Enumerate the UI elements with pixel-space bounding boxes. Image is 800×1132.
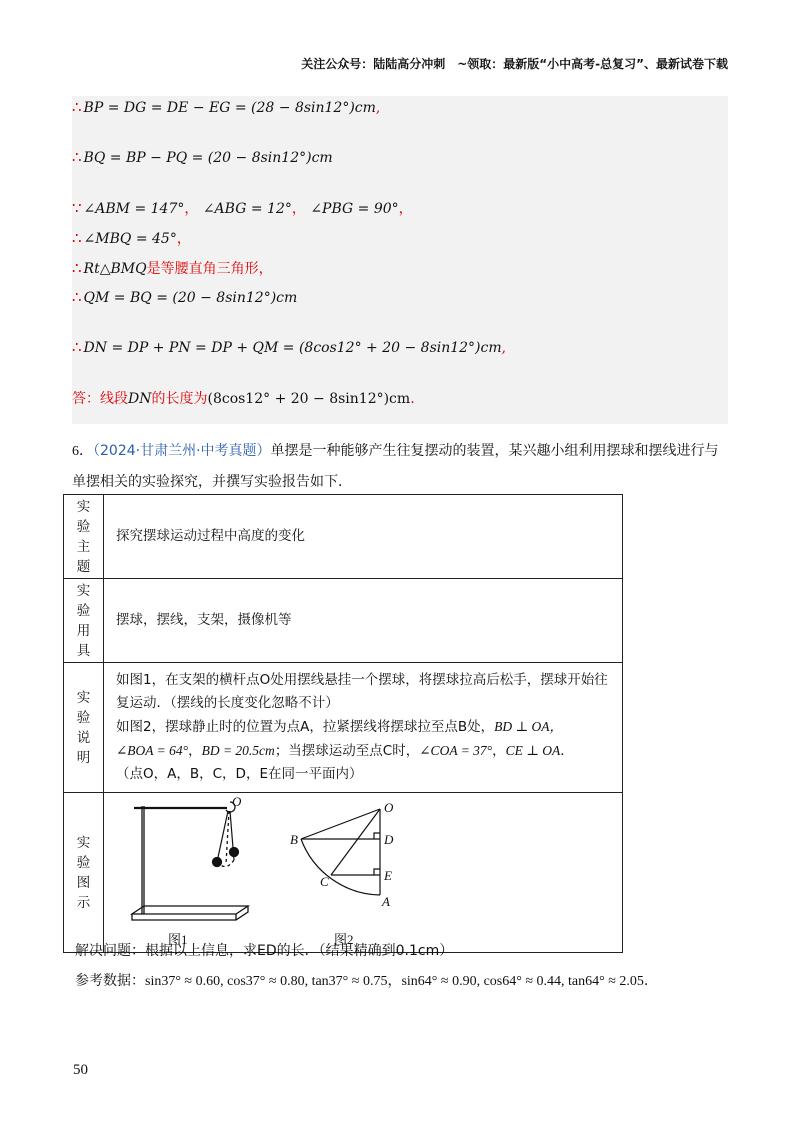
solution-answer — [72, 388, 415, 408]
answer-mid: 的长度为 — [151, 391, 208, 407]
description-paragraph: 如图1，在支架的横杆点O处用摆线悬挂一个摆球，将摆球拉高后松手，摆球开始往复运动．（摆线的长度变化忽略不计） — [116, 672, 608, 711]
solution-line-3: ∵ ∠ABM = 147°， ∠ABG = 12°， ∠PBG = 90°， — [72, 199, 413, 217]
description-paragraph: 如图2，摆球静止时的位置为点A，拉紧摆线将摆球拉至点B处，BD ⊥ OA， ∠BOA = 64°，BD = 20.5cm；当摆球运动至点C时，∠COA = 37°，CE ⊥ OA． — [116, 719, 574, 759]
equation: ∠ABM = 147° — [83, 201, 185, 217]
resolve-question: 解决问题：根据以上信息，求ED的长．（结果精确到0.1cm） — [75, 943, 454, 959]
row-label: 实 验 说 明 — [64, 663, 104, 793]
page-number: 50 — [73, 1062, 88, 1078]
solution-line-5 — [72, 258, 273, 278]
therefore-symbol: ∴ — [72, 259, 82, 277]
therefore-symbol: ∴ — [72, 229, 82, 247]
point-a-label: A — [382, 893, 390, 909]
therefore-symbol: ∴ — [72, 338, 82, 356]
point-e-label: E — [384, 867, 392, 883]
figure-1-label: 图1 — [168, 931, 188, 947]
right-angle-e — [374, 869, 380, 875]
point-o-label: O — [384, 799, 394, 815]
solution-line-4: ∴ ∠MBQ = 45°， — [72, 229, 191, 247]
experiment-description — [104, 663, 623, 793]
description-paragraph: （点O，A，B，C，D，E在同一平面内） — [116, 766, 363, 782]
pendulum-ball — [230, 847, 239, 856]
solution-block — [72, 96, 728, 424]
answer-prefix: 答：线段 — [72, 391, 128, 407]
therefore-symbol: ∴ — [72, 98, 82, 116]
table-row — [64, 663, 623, 793]
question-number: 6． — [72, 444, 93, 459]
solution-line-6 — [72, 288, 297, 306]
row-label: 实 验 图 示 — [64, 793, 104, 953]
point-c-label: C — [320, 873, 329, 889]
experiment-report-table — [63, 494, 623, 953]
equation: Rt△BMQ — [83, 261, 147, 277]
fig1-point-o: O — [232, 793, 242, 809]
equation: QM = BQ = (20 − 8sin12°)cm — [83, 290, 298, 306]
row-label: 实 验 主 题 — [64, 495, 104, 579]
equation: DN = DP + PN = DP + QM = (8cos12° + 20 − 8sin12°)cm — [83, 340, 502, 356]
because-symbol: ∵ — [72, 199, 82, 217]
arc-ba — [301, 839, 380, 895]
question-text: 单摆相关的实验探究，并撰写实验报告如下． — [72, 474, 352, 490]
row-label: 实 验 用 具 — [64, 579, 104, 663]
experiment-figures — [104, 793, 623, 953]
equation: ∠PBG = 90° — [310, 201, 399, 217]
equation: BQ = BP − PQ = (20 − 8sin12°)cm — [83, 150, 333, 166]
question-text: 单摆是一种能够产生往复摆动的装置，某兴趣小组利用摆球和摆线进行与 — [270, 443, 719, 459]
equation: ∠MBQ = 45° — [83, 231, 177, 247]
question-6 — [72, 436, 732, 498]
stand-base — [132, 906, 248, 914]
right-angle-d — [374, 833, 380, 839]
figure-2 — [301, 809, 380, 895]
table-row — [64, 495, 623, 579]
point-b-label: B — [290, 831, 298, 847]
solution-line-1: ∴ BP = DG = DE − EG = (28 − 8sin12°)cm, — [72, 98, 381, 116]
reference-formula-2: sin64° ≈ 0.90, cos64° ≈ 0.44, tan64° ≈ 2.05 — [401, 974, 644, 989]
table-row — [64, 579, 623, 663]
figure-2-label: 图2 — [334, 931, 354, 947]
figures-svg — [104, 794, 622, 952]
therefore-symbol: ∴ — [72, 148, 82, 166]
reference-formula-1: sin37° ≈ 0.60, cos37° ≈ 0.80, tan37° ≈ 0.75 — [145, 974, 388, 989]
table-row — [64, 793, 623, 953]
reference-data: 参考数据：sin37° ≈ 0.60, cos37° ≈ 0.80, tan37° ≈ 0.75，sin64° ≈ 0.90, cos64° ≈ 0.44, tan64° ≈ 2.05. — [75, 973, 649, 989]
equation: ∠ABG = 12° — [202, 201, 292, 217]
solution-line-2 — [72, 148, 333, 166]
point-d-label: D — [384, 831, 394, 847]
red-text: 是等腰直角三角形， — [146, 261, 273, 277]
answer-end: . — [410, 391, 415, 407]
answer-variable: DN — [128, 391, 152, 407]
solution-line-7: ∴ DN = DP + PN = DP + QM = (8cos12° + 20 − 8sin12°)cm, — [72, 338, 507, 356]
reference-label: 参考数据： — [75, 973, 145, 989]
figure-1 — [132, 802, 248, 920]
experiment-topic: 探究摆球运动过程中高度的变化 — [104, 495, 623, 579]
question-source: （2024·甘肃兰州·中考真题） — [93, 443, 271, 459]
equation: BP = DG = DE − EG = (28 − 8sin12°)cm — [83, 100, 376, 116]
experiment-tools: 摆球，摆线，支架，摄像机等 — [104, 579, 623, 663]
therefore-symbol: ∴ — [72, 288, 82, 306]
page-header: 关注公众号：陆陆高分冲刺 ~领取：最新版“小中高考-总复习”、最新试卷下载 — [301, 57, 728, 71]
pendulum-ball — [213, 857, 222, 866]
answer-value: (8cos12° + 20 − 8sin12°)cm — [207, 391, 411, 407]
